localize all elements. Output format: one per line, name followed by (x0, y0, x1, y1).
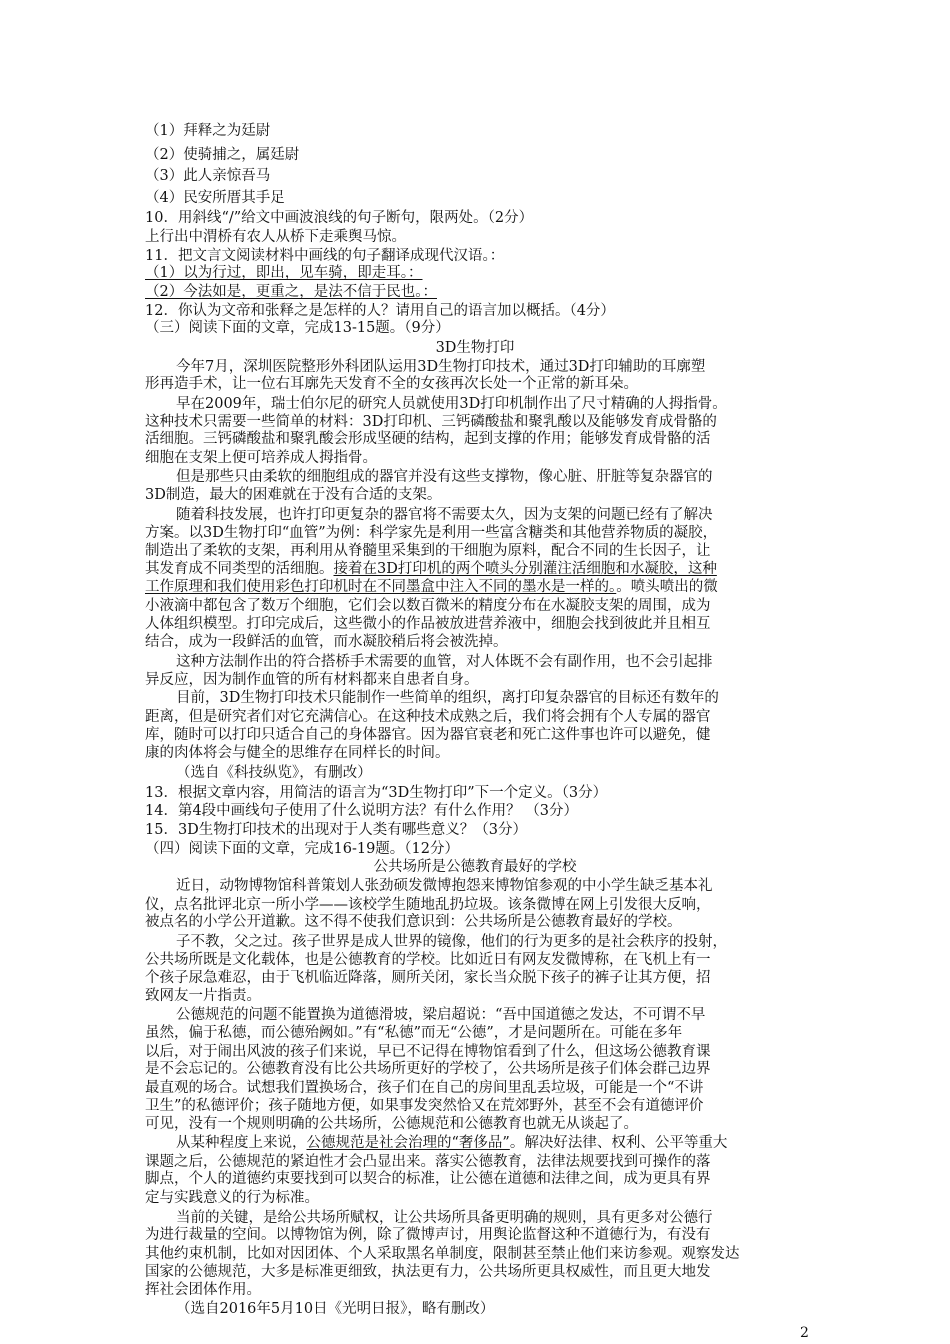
section-3-heading: （三）阅读下面的文章，完成13-15题。（9分） (145, 320, 450, 337)
item-3: （3）此人亲惊吾马 (145, 168, 271, 185)
a4-line: 其他约束机制，比如对因团体、个人采取黑名单制度，限制甚至禁止他们来访参观。观察发达 (145, 1246, 740, 1263)
section-4-heading: （四）阅读下面的文章，完成16-19题。（12分） (145, 840, 459, 857)
a4-line: 致网友一片指责。 (145, 987, 261, 1004)
article-4-title: 公共场所是公德教育最好的学校 (373, 859, 577, 876)
item-1: （1）拜释之为廷尉 (145, 123, 271, 139)
a3-line: 制造出了柔软的支架，再利用从脊髓里采集到的干细胞为原料，配合不同的生长因子，让 (145, 543, 711, 560)
question-11-1: （1）以为行过，即出，见车骑，即走耳。： (145, 265, 423, 282)
a3-line: 小液滴中都包含了数万个细胞，它们会以数百微米的精度分布在水凝胶支架的周围，成为 (145, 598, 711, 615)
a3-line: 这种技术只需要一些简单的材料：3D打印机、三钙磷酸盐和聚乳酸以及能够发育成骨骼的 (145, 413, 717, 430)
a3-line: 活细胞。三钙磷酸盐和聚乳酸会形成坚硬的结构，起到支撑的作用；能够发育成骨骼的活 (145, 431, 711, 448)
question-11: 11．把文言文阅读材料中画线的句子翻译成现代汉语。： (145, 247, 505, 264)
a4-line: 可见，没有一个规则明确的公共场所，公德规范和公德教育也就无从谈起了。 (145, 1116, 638, 1133)
a3-line: 工作原理和我们使用彩色打印机时在不同墨盒中注入不同的墨水是一样的。。喷头喷出的微 (145, 579, 718, 596)
question-10-text: 上行出中渭桥有农人从桥下走乘舆马惊。 (145, 229, 406, 246)
a4-line: 虽然，偏于私德，而公德殆阙如。”有“私德”而无“公德”，才是问题所在。可能在多年 (145, 1025, 683, 1042)
a3-source: （选自《科技纵览》，有删改） (176, 765, 372, 781)
a4-line: 个孩子尿急难忍，由于飞机临近降落，厕所关闭，家长当众脱下孩子的裤子让其方便，招 (145, 970, 711, 987)
a3-line: 方案。以3D生物打印“血管”为例：科学家先是利用一些富含糖类和其他营养物质的凝胶， (145, 524, 718, 541)
a4-line: 公德规范的问题不能置换为道德滑坡，梁启超说：“吾中国道德之发达，不可谓不早 (176, 1007, 706, 1024)
item-4: （4）民安所厝其手足 (145, 189, 285, 206)
a3-line: 早在2009年，瑞士伯尔尼的研究人员就使用3D打印机制作出了尺寸精确的人拇指骨。 (176, 395, 727, 412)
a3-line: 目前，3D生物打印技术只能制作一些简单的组织，离打印复杂器官的目标还有数年的 (176, 690, 719, 707)
underlined-phrase: 公德规范是社会治理的“奢侈品” (306, 1135, 510, 1152)
a4-source: （选自2016年5月10日《光明日报》，略有删改） (176, 1301, 495, 1317)
a3-line: 其发育成不同类型的活细胞。接着在3D打印机的两个喷头分别灌注活细胞和水凝胶，这种 (145, 560, 717, 577)
question-10: 10．用斜线“/”给文中画波浪线的句子断句，限两处。（2分） (145, 210, 534, 227)
question-14: 14．第4段中画线句子使用了什么说明方法？有什么作用？ （3分） (145, 803, 579, 820)
a3-line: 形再造手术，让一位右耳廓先天发育不全的女孩再次长处一个正常的新耳朵。 (145, 376, 638, 393)
page-number: 2 (800, 1325, 809, 1341)
a4-line: 最直观的场合。试想我们置换场合，孩子们在自己的房间里乱丢垃圾，可能是一个“不讲 (145, 1080, 704, 1097)
a4-line: 脚点，个人的道德约束要找到可以契合的标准，让公德在道德和法律之间，成为更具有界 (145, 1171, 711, 1188)
a4-line: 定与实践意义的行为标准。 (145, 1190, 319, 1207)
underlined-sentence: 工作原理和我们使用彩色打印机时在不同墨盒中注入不同的墨水是一样的。 (145, 579, 617, 596)
a4-line: 仪，点名批评北京一所小学——该校学生随地乱扔垃圾。该条微博在网上引发很大反响， (145, 896, 711, 913)
a4-line: 卫生”的私德评价；孩子随地方便，如果事发突然恰又在荒郊野外，甚至不会有道德评价 (145, 1097, 704, 1114)
a4-line: 被点名的小学公开道歉。这不得不使我们意识到：公共场所是公德教育最好的学校。 (145, 914, 682, 931)
question-11-2: （2）今法如是，更重之，是法不信于民也。： (145, 283, 437, 300)
a4-line: 以后，对于闹出风波的孩子们来说，早已不记得在博物馆看到了什么，但这场公德教育课 (145, 1043, 711, 1060)
a4-line: 近日，动物博物馆科普策划人张劲硕发微博抱怨来博物馆参观的中小学生缺乏基本礼 (176, 877, 713, 894)
item-2: （2）使骑捕之，属廷尉 (145, 146, 300, 163)
a3-line: 但是那些只由柔软的细胞组成的器官并没有这些支撑物，像心脏、肝脏等复杂器官的 (176, 468, 713, 485)
a4-line: 从某种程度上来说，公德规范是社会治理的“奢侈品”。解决好法律、权利、公平等重大 (176, 1135, 728, 1152)
a3-line: 细胞在支架上便可培养成人拇指骨。 (145, 449, 377, 466)
a3-line: 3D制造，最大的困难就在于没有合适的支架。 (145, 487, 442, 504)
a3-line: 这种方法制作出的符合搭桥手术需要的血管，对人体既不会有副作用，也不会引起排 (176, 654, 713, 671)
a4-line: 公共场所既是文化载体，也是公德教育的学校。比如近日有网友发微博称，在飞机上有一 (145, 951, 711, 968)
a4-line: 为进行裁量的空间。以博物馆为例，除了微博声讨，用舆论监督这种不道德行为，有没有 (145, 1227, 711, 1244)
a4-line: 国家的公德规范，大多是标准更细致，执法更有力，公共场所更具权威性，而且更大地发 (145, 1263, 711, 1280)
a3-line: 今年7月，深圳医院整形外科团队运用3D生物打印技术，通过3D打印辅助的耳廓塑 (176, 358, 706, 375)
a4-line: 当前的关键，是给公共场所赋权，让公共场所具备更明确的规则，具有更多对公德行 (176, 1209, 713, 1226)
a4-line: 挥社会团体作用。 (145, 1282, 261, 1299)
a3-line: 康的肉体将会与健全的思维存在同样长的时间。 (145, 745, 450, 762)
question-12: 12．你认为文帝和张释之是怎样的人？请用自己的语言加以概括。（4分） (145, 302, 615, 319)
underlined-sentence: 接着在3D打印机的两个喷头分别灌注活细胞和水凝胶，这种 (333, 560, 717, 577)
a3-line: 结合，成为一段鲜活的血管，而水凝胶稍后将会被洗掉。 (145, 634, 508, 651)
a3-line: 距离，但是研究者们对它充满信心。在这种技术成熟之后，我们将会拥有个人专属的器官 (145, 709, 711, 726)
a3-line: 人体组织模型。打印完成后，这些微小的作品被放进营养液中，细胞会找到彼此并且相互 (145, 615, 711, 632)
a4-line: 子不教，父之过。孩子世界是成人世界的镜像，他们的行为更多的是社会秩序的投射， (176, 933, 727, 950)
a4-line: 是不会忘记的。公德教育没有比公共场所更好的学校了，公共场所是孩子们体会群己边界 (145, 1061, 711, 1078)
a3-line: 异反应，因为制作血管的所有材料都来自患者自身。 (145, 671, 479, 688)
article-3-title: 3D生物打印 (435, 339, 515, 356)
question-15: 15．3D生物打印技术的出现对于人类有哪些意义？（3分） (145, 821, 528, 838)
a3-line: 随着科技发展，也许打印更复杂的器官将不需要太久，因为支架的问题已经有了解决 (176, 506, 713, 523)
a3-line: 库，随时可以打印只适合自己的身体器官。因为器官衰老和死亡这件事也许可以避免，健 (145, 726, 711, 743)
a4-line: 课题之后，公德规范的紧迫性才会凸显出来。落实公德教育，法律法规要找到可操作的落 (145, 1153, 711, 1170)
question-13: 13．根据文章内容，用简洁的语言为“3D生物打印”下一个定义。（3分） (145, 784, 608, 801)
